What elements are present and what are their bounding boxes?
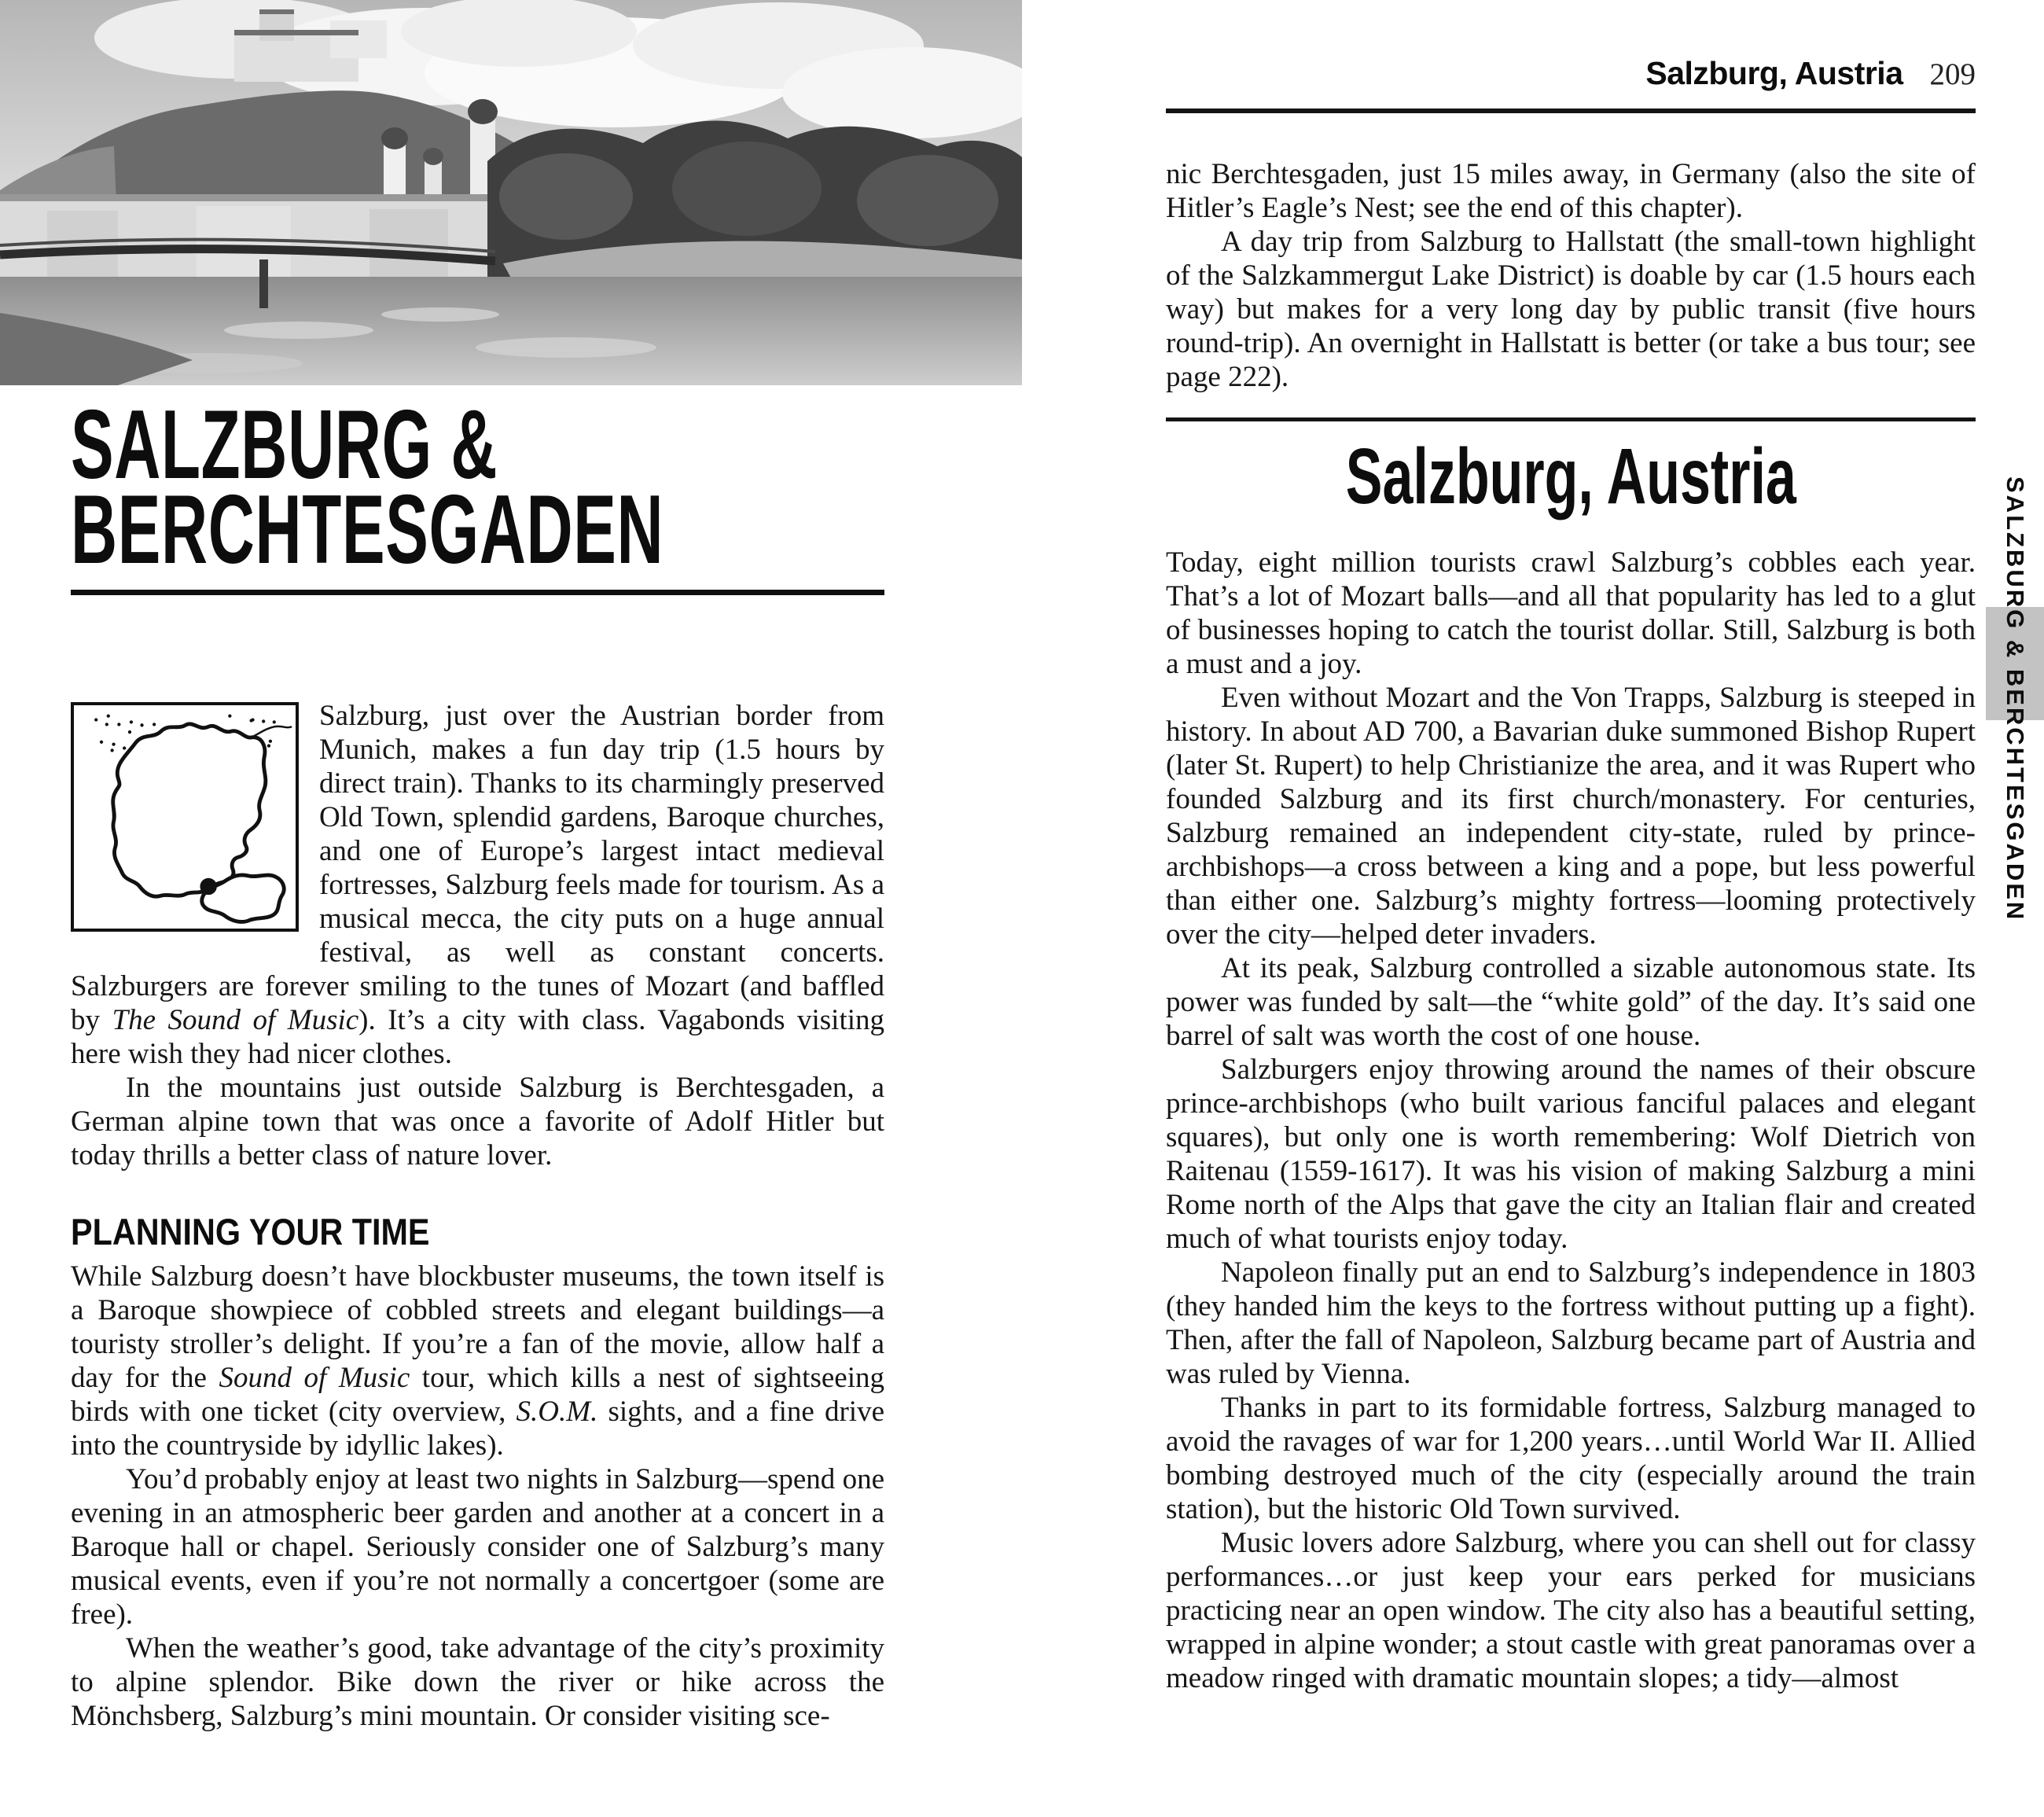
right-continuation-paragraphs	[1166, 157, 1976, 394]
paragraph: Napoleon finally put an end to Salzburg’s independence in 1803 (they handed him the keys to the fortress without putting up a fight). Then, after the fall of Napoleon, Salzburg became part of Austria and was ruled by Vienna.	[1166, 1256, 1976, 1390]
paragraph: You’d probably enjoy at least two nights in Salzburg—spend one evening in an atmospheric beer garden and another at a concert in a Baroque hall or chapel. Seriously consider one of Salzburg’s many musical events, even if you’re not normally a concertgoer (some are free).	[71, 1463, 884, 1631]
left-body-paragraphs	[71, 1260, 884, 1733]
chapter-title	[71, 391, 884, 584]
paragraph: A day trip from Salzburg to Hallstatt (the small-town highlight of the Salzkammergut Lake District) is doable by car (1.5 hours each way) but makes for a very long day by public transit (five hours round-trip). An overnight in Hallstatt is better (or take a bus tour; see page 222).	[1166, 226, 1976, 393]
paragraph: Thanks in part to its formidable fortress, Salzburg managed to avoid the ravages of war for 1,200 years…until World War II. Allied bombing destroyed much of the city (especially around the train station), but the historic Old Town survived.	[1166, 1392, 1976, 1525]
paragraph: In the mountains just outside Salzburg is Berchtesgaden, a German alpine town that was once a favorite of Adolf Hitler but today thrills a better class of nature lover.	[71, 1072, 884, 1171]
section-title-text: Salzburg, Austria	[1345, 432, 1796, 520]
page-number: 209	[1929, 57, 1976, 91]
paragraph: When the weather’s good, take advantage of the city’s proximity to alpine splendor. Bike down the river or hike across the Mönchsberg, Salzburg’s mini mountain. Or consider visiting sce-	[71, 1632, 884, 1732]
chapter-side-tab	[1986, 476, 2044, 964]
paragraph: While Salzburg doesn’t have blockbuster museums, the town itself is a Baroque showpiece of cobbled streets and elegant buildings—a touristy stroller’s delight. If you’re a fan of the movie, allow half a day for the Sound of Music tour, which kills a nest of sightseeing birds with one ticket (city overview, S.O.M. sights, and a fine drive into the countryside by idyllic lakes).	[71, 1260, 885, 1462]
running-head	[1166, 57, 1976, 97]
locator-map-drawing	[74, 705, 296, 929]
running-head-title: Salzburg, Austria	[1645, 55, 1903, 91]
salzburg-location-dot	[200, 878, 216, 895]
side-tab-label: SALZBURG & BERCHTESGADEN	[2002, 476, 2029, 922]
left-intro-block	[71, 699, 884, 1172]
right-body-paragraphs	[1166, 546, 1976, 1695]
chapter-title-line1: SALZBURG &	[71, 391, 498, 499]
paragraph: Even without Mozart and the Von Trapps, Salzburg is steeped in history. In about AD 700, a Bavarian duke summoned Bishop Rupert (later St. Rupert) to help Christianize the area, and it was Rupert who founded Salzburg and its first church/monastery. For centuries, Salzburg remained an independent city-state, ruled by prince-archbishops—a cross between a king and a pope, but less powerful than either one. Salzburg’s mighty fortress—looming protectively over the city—helped deter invaders.	[1166, 682, 1976, 951]
planning-your-time-heading: PLANNING YOUR TIME	[71, 1211, 430, 1252]
section-title	[1166, 432, 1976, 520]
paragraph: Today, eight million tourists crawl Salzburg’s cobbles each year. That’s a lot of Mozart balls—and all that popularity has led to a glut of businesses hoping to catch the tourist dollar. Still, Salzburg is both a must and a joy.	[1166, 546, 1976, 680]
paragraph: Music lovers adore Salzburg, where you can shell out for classy performances…or just keep your ears perked for musicians practicing near an open window. The city also has a beautiful setting, wrapped in alpine wonder; a stout castle with great panoramas over a meadow ringed with dramatic mountain slopes; a tidy—almost	[1166, 1527, 1976, 1694]
paragraph: At its peak, Salzburg controlled a sizable autonomous state. Its power was funded by salt—the “white gold” of the day. It’s said one barrel of salt was worth the cost of one house.	[1166, 952, 1976, 1052]
section-divider-rule	[1166, 417, 1976, 421]
chapter-title-line2: BERCHTESGADEN	[71, 476, 664, 584]
left-page	[71, 0, 884, 1733]
paragraph: Salzburgers enjoy throwing around the names of their obscure prince-archbishops (who built various fanciful palaces and elegant squares), but only one is worth remembering: Wolf Dietrich von Raitenau (1559-1617). It was his vision of making Salzburg a mini Rome north of the Alps that gave the city an Italian flair and created much of what tourists enjoy today.	[1166, 1054, 1976, 1255]
running-head-rule	[1166, 109, 1976, 113]
germany-austria-locator-map	[71, 702, 299, 932]
chapter-title-rule	[71, 590, 884, 595]
right-page	[1166, 0, 1976, 1695]
paragraph: Salzburg, just over the Austrian border from Munich, makes a fun day trip (1.5 hours by direct train). Thanks to its charmingly preserved Old Town, splendid gardens, Baroque churches, and one of Europe’s largest intact medieval fortresses, Salzburg feels made for tourism. As a musical mecca, the city puts on a huge annual festival, as well as constant concerts. Salzburgers are forever smiling to the tunes of Mozart (and baffled by The Sound of Music). It’s a city with class. Vagabonds visiting here wish they had nicer clothes.	[71, 700, 885, 1070]
paragraph: nic Berchtesgaden, just 15 miles away, in Germany (also the site of Hitler’s Eagle’s Nest; see the end of this chapter).	[1166, 158, 1976, 224]
